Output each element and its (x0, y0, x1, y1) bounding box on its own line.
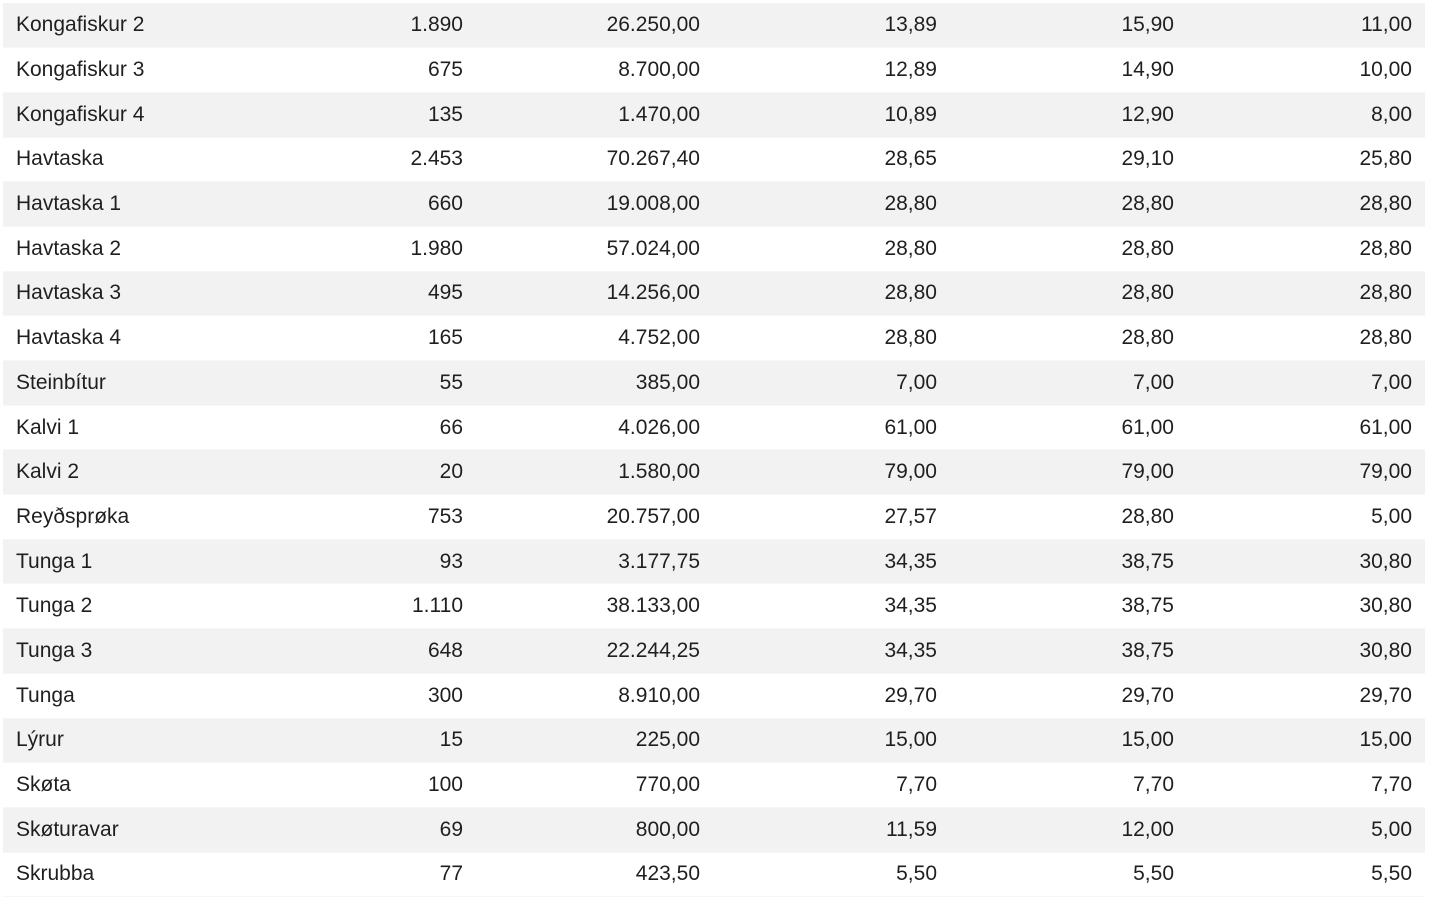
average-price-cell: 12,89 (713, 48, 950, 93)
average-price-cell: 34,35 (713, 629, 950, 674)
average-price-cell: 28,80 (713, 271, 950, 316)
species-cell: Kongafiskur 2 (3, 3, 248, 48)
min-price-cell: 30,80 (1187, 629, 1425, 674)
average-price-cell: 5,50 (713, 852, 950, 897)
species-cell: Kalvi 1 (3, 405, 248, 450)
quantity-cell: 300 (248, 673, 476, 718)
average-price-cell: 27,57 (713, 495, 950, 540)
species-cell: Tunga 3 (3, 629, 248, 674)
average-price-cell: 79,00 (713, 450, 950, 495)
max-price-cell: 15,90 (950, 3, 1187, 48)
value-cell: 26.250,00 (476, 3, 713, 48)
min-price-cell: 79,00 (1187, 450, 1425, 495)
max-price-cell: 38,75 (950, 539, 1187, 584)
table-row (3, 361, 1425, 406)
table-row (3, 450, 1425, 495)
value-cell: 385,00 (476, 361, 713, 406)
max-price-cell: 7,70 (950, 763, 1187, 808)
min-price-cell: 5,00 (1187, 495, 1425, 540)
max-price-cell: 28,80 (950, 316, 1187, 361)
species-cell: Steinbítur (3, 361, 248, 406)
quantity-cell: 93 (248, 539, 476, 584)
species-cell: Havtaska 2 (3, 226, 248, 271)
species-cell: Havtaska 3 (3, 271, 248, 316)
value-cell: 1.470,00 (476, 92, 713, 137)
min-price-cell: 28,80 (1187, 182, 1425, 227)
quantity-cell: 1.110 (248, 584, 476, 629)
max-price-cell: 61,00 (950, 405, 1187, 450)
value-cell: 20.757,00 (476, 495, 713, 540)
value-cell: 19.008,00 (476, 182, 713, 227)
average-price-cell: 13,89 (713, 3, 950, 48)
min-price-cell: 30,80 (1187, 539, 1425, 584)
quantity-cell: 15 (248, 718, 476, 763)
value-cell: 8.700,00 (476, 48, 713, 93)
quantity-cell: 20 (248, 450, 476, 495)
table-row (3, 539, 1425, 584)
table-row (3, 807, 1425, 852)
quantity-cell: 495 (248, 271, 476, 316)
max-price-cell: 38,75 (950, 584, 1187, 629)
average-price-cell: 28,65 (713, 137, 950, 182)
species-cell: Kongafiskur 4 (3, 92, 248, 137)
table-row (3, 852, 1425, 897)
min-price-cell: 10,00 (1187, 48, 1425, 93)
species-cell: Skøturavar (3, 807, 248, 852)
species-cell: Lýrur (3, 718, 248, 763)
species-cell: Kalvi 2 (3, 450, 248, 495)
quantity-cell: 165 (248, 316, 476, 361)
average-price-cell: 15,00 (713, 718, 950, 763)
min-price-cell: 15,00 (1187, 718, 1425, 763)
average-price-cell: 34,35 (713, 584, 950, 629)
table-row (3, 584, 1425, 629)
table-row (3, 137, 1425, 182)
value-cell: 1.580,00 (476, 450, 713, 495)
value-cell: 57.024,00 (476, 226, 713, 271)
species-cell: Tunga 2 (3, 584, 248, 629)
value-cell: 800,00 (476, 807, 713, 852)
average-price-cell: 7,00 (713, 361, 950, 406)
average-price-cell: 7,70 (713, 763, 950, 808)
average-price-cell: 28,80 (713, 226, 950, 271)
min-price-cell: 5,50 (1187, 852, 1425, 897)
quantity-cell: 1.890 (248, 3, 476, 48)
max-price-cell: 28,80 (950, 271, 1187, 316)
value-cell: 3.177,75 (476, 539, 713, 584)
value-cell: 770,00 (476, 763, 713, 808)
quantity-cell: 1.980 (248, 226, 476, 271)
table-row (3, 226, 1425, 271)
max-price-cell: 29,70 (950, 673, 1187, 718)
quantity-cell: 135 (248, 92, 476, 137)
table-row (3, 673, 1425, 718)
average-price-cell: 29,70 (713, 673, 950, 718)
min-price-cell: 7,70 (1187, 763, 1425, 808)
quantity-cell: 660 (248, 182, 476, 227)
quantity-cell: 2.453 (248, 137, 476, 182)
quantity-cell: 55 (248, 361, 476, 406)
table-row (3, 629, 1425, 674)
species-cell: Tunga 1 (3, 539, 248, 584)
fish-price-table (3, 3, 1425, 897)
average-price-cell: 34,35 (713, 539, 950, 584)
quantity-cell: 675 (248, 48, 476, 93)
table-row (3, 763, 1425, 808)
table-row (3, 405, 1425, 450)
max-price-cell: 28,80 (950, 226, 1187, 271)
max-price-cell: 5,50 (950, 852, 1187, 897)
value-cell: 14.256,00 (476, 271, 713, 316)
value-cell: 4.752,00 (476, 316, 713, 361)
species-cell: Skrubba (3, 852, 248, 897)
max-price-cell: 14,90 (950, 48, 1187, 93)
species-cell: Havtaska 1 (3, 182, 248, 227)
value-cell: 38.133,00 (476, 584, 713, 629)
min-price-cell: 7,00 (1187, 361, 1425, 406)
max-price-cell: 38,75 (950, 629, 1187, 674)
species-cell: Havtaska (3, 137, 248, 182)
value-cell: 22.244,25 (476, 629, 713, 674)
value-cell: 70.267,40 (476, 137, 713, 182)
value-cell: 225,00 (476, 718, 713, 763)
min-price-cell: 61,00 (1187, 405, 1425, 450)
min-price-cell: 28,80 (1187, 316, 1425, 361)
species-cell: Havtaska 4 (3, 316, 248, 361)
table-row (3, 182, 1425, 227)
table-body (3, 3, 1425, 897)
average-price-cell: 28,80 (713, 182, 950, 227)
max-price-cell: 29,10 (950, 137, 1187, 182)
table-row (3, 271, 1425, 316)
max-price-cell: 15,00 (950, 718, 1187, 763)
quantity-cell: 77 (248, 852, 476, 897)
min-price-cell: 5,00 (1187, 807, 1425, 852)
species-cell: Reyðsprøka (3, 495, 248, 540)
average-price-cell: 61,00 (713, 405, 950, 450)
min-price-cell: 30,80 (1187, 584, 1425, 629)
table-row (3, 495, 1425, 540)
average-price-cell: 28,80 (713, 316, 950, 361)
quantity-cell: 753 (248, 495, 476, 540)
quantity-cell: 100 (248, 763, 476, 808)
average-price-cell: 11,59 (713, 807, 950, 852)
table-row (3, 92, 1425, 137)
table-row (3, 718, 1425, 763)
max-price-cell: 28,80 (950, 495, 1187, 540)
fish-price-table-container (3, 3, 1425, 897)
max-price-cell: 79,00 (950, 450, 1187, 495)
min-price-cell: 25,80 (1187, 137, 1425, 182)
table-row (3, 316, 1425, 361)
max-price-cell: 7,00 (950, 361, 1187, 406)
min-price-cell: 29,70 (1187, 673, 1425, 718)
min-price-cell: 11,00 (1187, 3, 1425, 48)
species-cell: Kongafiskur 3 (3, 48, 248, 93)
quantity-cell: 69 (248, 807, 476, 852)
value-cell: 4.026,00 (476, 405, 713, 450)
value-cell: 8.910,00 (476, 673, 713, 718)
table-row (3, 48, 1425, 93)
species-cell: Skøta (3, 763, 248, 808)
max-price-cell: 12,00 (950, 807, 1187, 852)
min-price-cell: 28,80 (1187, 226, 1425, 271)
table-row (3, 3, 1425, 48)
value-cell: 423,50 (476, 852, 713, 897)
max-price-cell: 12,90 (950, 92, 1187, 137)
quantity-cell: 648 (248, 629, 476, 674)
max-price-cell: 28,80 (950, 182, 1187, 227)
min-price-cell: 28,80 (1187, 271, 1425, 316)
quantity-cell: 66 (248, 405, 476, 450)
species-cell: Tunga (3, 673, 248, 718)
average-price-cell: 10,89 (713, 92, 950, 137)
min-price-cell: 8,00 (1187, 92, 1425, 137)
